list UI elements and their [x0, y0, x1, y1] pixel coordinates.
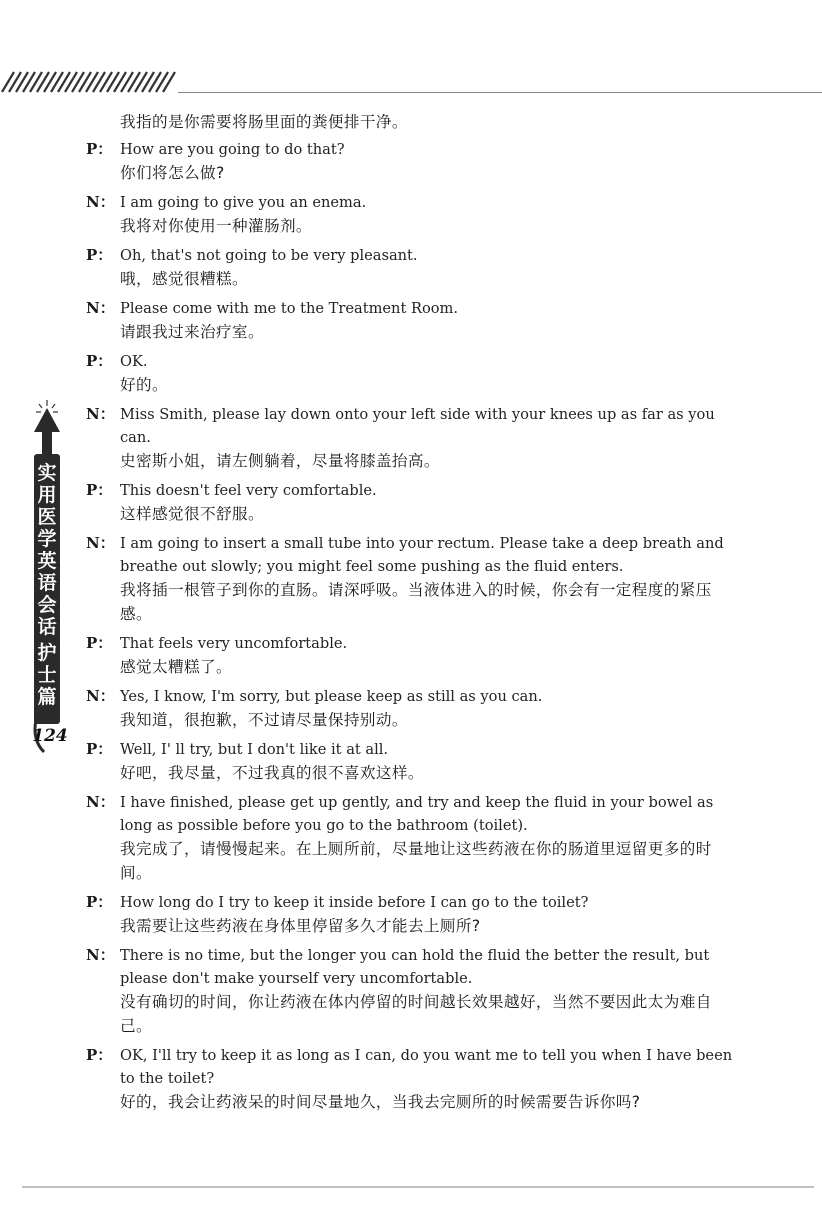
english-line: Well, I' ll try, but I don't like it at all.	[120, 741, 389, 758]
speaker-label: N：	[86, 299, 115, 317]
dialogue-turn	[86, 479, 742, 526]
english-line: That feels very uncomfortable.	[120, 635, 348, 652]
english-line: Miss Smith, please lay down onto your left side with your knees up as far as you can.	[120, 406, 715, 446]
speaker-label: P：	[86, 634, 113, 652]
english-line: How long do I try to keep it inside before I can go to the toilet?	[120, 894, 589, 911]
chinese-line: 我将对你使用一种灌肠剂。	[120, 217, 312, 235]
chinese-line: 我需要让这些药液在身体里停留多久才能去上厕所?	[120, 917, 481, 935]
chinese-line: 没有确切的时间，你让药液在体内停留的时间越长效果越好，当然不要因此太为难自己。	[120, 993, 712, 1035]
english-line: There is no time, but the longer you can hold the fluid the better the result, but please don't make yourself very uncomfortable.	[120, 947, 710, 987]
side-tab	[30, 398, 68, 758]
english-line: How are you going to do that?	[120, 141, 345, 158]
english-line: Oh, that's not going to be very pleasant.	[120, 247, 418, 264]
speaker-label: P：	[86, 140, 113, 158]
english-line: Please come with me to the Treatment Room.	[120, 300, 458, 317]
speaker-label: P：	[86, 1046, 113, 1064]
dialogue-content	[86, 110, 742, 1120]
dialogue-turn	[86, 244, 742, 291]
english-line: Yes, I know, I'm sorry, but please keep as still as you can.	[120, 688, 543, 705]
chinese-line: 我知道，很抱歉，不过请尽量保持别动。	[120, 711, 408, 729]
speaker-label: N：	[86, 193, 115, 211]
book-title: 实用医学英语会话	[37, 462, 57, 638]
dialogue-turn	[86, 685, 742, 732]
english-line: This doesn't feel very comfortable.	[120, 482, 377, 499]
speaker-label: N：	[86, 793, 115, 811]
english-line: OK.	[120, 353, 148, 370]
dialogue-turn	[86, 632, 742, 679]
header-hatch-decoration	[0, 60, 178, 94]
chinese-line: 我将插一根管子到你的直肠。请深呼吸。当液体进入的时候，你会有一定程度的紧压感。	[120, 581, 712, 623]
chinese-line: 你们将怎么做?	[120, 164, 225, 182]
dialogue-turn	[86, 350, 742, 397]
speaker-label: P：	[86, 481, 113, 499]
dialogue-turn	[86, 110, 742, 134]
chinese-line: 我指的是你需要将肠里面的粪便排干净。	[120, 113, 408, 131]
header-rule	[178, 92, 822, 93]
speaker-label: N：	[86, 405, 115, 423]
dialogue-turn	[86, 738, 742, 785]
dialogue-turn	[86, 1044, 742, 1114]
dialogue-turn	[86, 297, 742, 344]
speaker-label: P：	[86, 352, 113, 370]
chinese-line: 史密斯小姐，请左侧躺着，尽量将膝盖抬高。	[120, 452, 440, 470]
speaker-label: N：	[86, 534, 115, 552]
footer-rule	[22, 1186, 814, 1188]
dialogue-turn	[86, 944, 742, 1038]
chinese-line: 我完成了，请慢慢起来。在上厕所前，尽量地让这些药液在你的肠道里逗留更多的时间。	[120, 840, 712, 882]
chinese-line: 哦，感觉很糟糕。	[120, 270, 248, 288]
english-line: I have finished, please get up gently, and try and keep the fluid in your bowel as long as possible before you go to the bathroom (toilet).	[120, 794, 714, 834]
speaker-label: P：	[86, 246, 113, 264]
speaker-label: P：	[86, 893, 113, 911]
page-number: 124	[32, 726, 68, 746]
dialogue-turn	[86, 191, 742, 238]
english-line: I am going to insert a small tube into your rectum. Please take a deep breath and breathe out slowly; you might feel some pushing as the fluid enters.	[120, 535, 724, 575]
chinese-line: 好的。	[120, 376, 168, 394]
chinese-line: 好的，我会让药液呆的时间尽量地久，当我去完厕所的时候需要告诉你吗?	[120, 1093, 641, 1111]
speaker-label: P：	[86, 740, 113, 758]
chinese-line: 这样感觉很不舒服。	[120, 505, 264, 523]
dialogue-turn	[86, 891, 742, 938]
dialogue-turn	[86, 532, 742, 626]
speaker-label: N：	[86, 687, 115, 705]
chinese-line: 感觉太糟糕了。	[120, 658, 232, 676]
book-subtitle: 护士篇	[37, 642, 57, 708]
english-line: I am going to give you an enema.	[120, 194, 367, 211]
speaker-label: N：	[86, 946, 115, 964]
chinese-line: 好吧，我尽量，不过我真的很不喜欢这样。	[120, 764, 424, 782]
dialogue-turn	[86, 138, 742, 185]
english-line: OK, I'll try to keep it as long as I can, do you want me to tell you when I have been to the toilet?	[120, 1047, 733, 1087]
chinese-line: 请跟我过来治疗室。	[120, 323, 264, 341]
dialogue-turn	[86, 403, 742, 473]
dialogue-turn	[86, 791, 742, 885]
